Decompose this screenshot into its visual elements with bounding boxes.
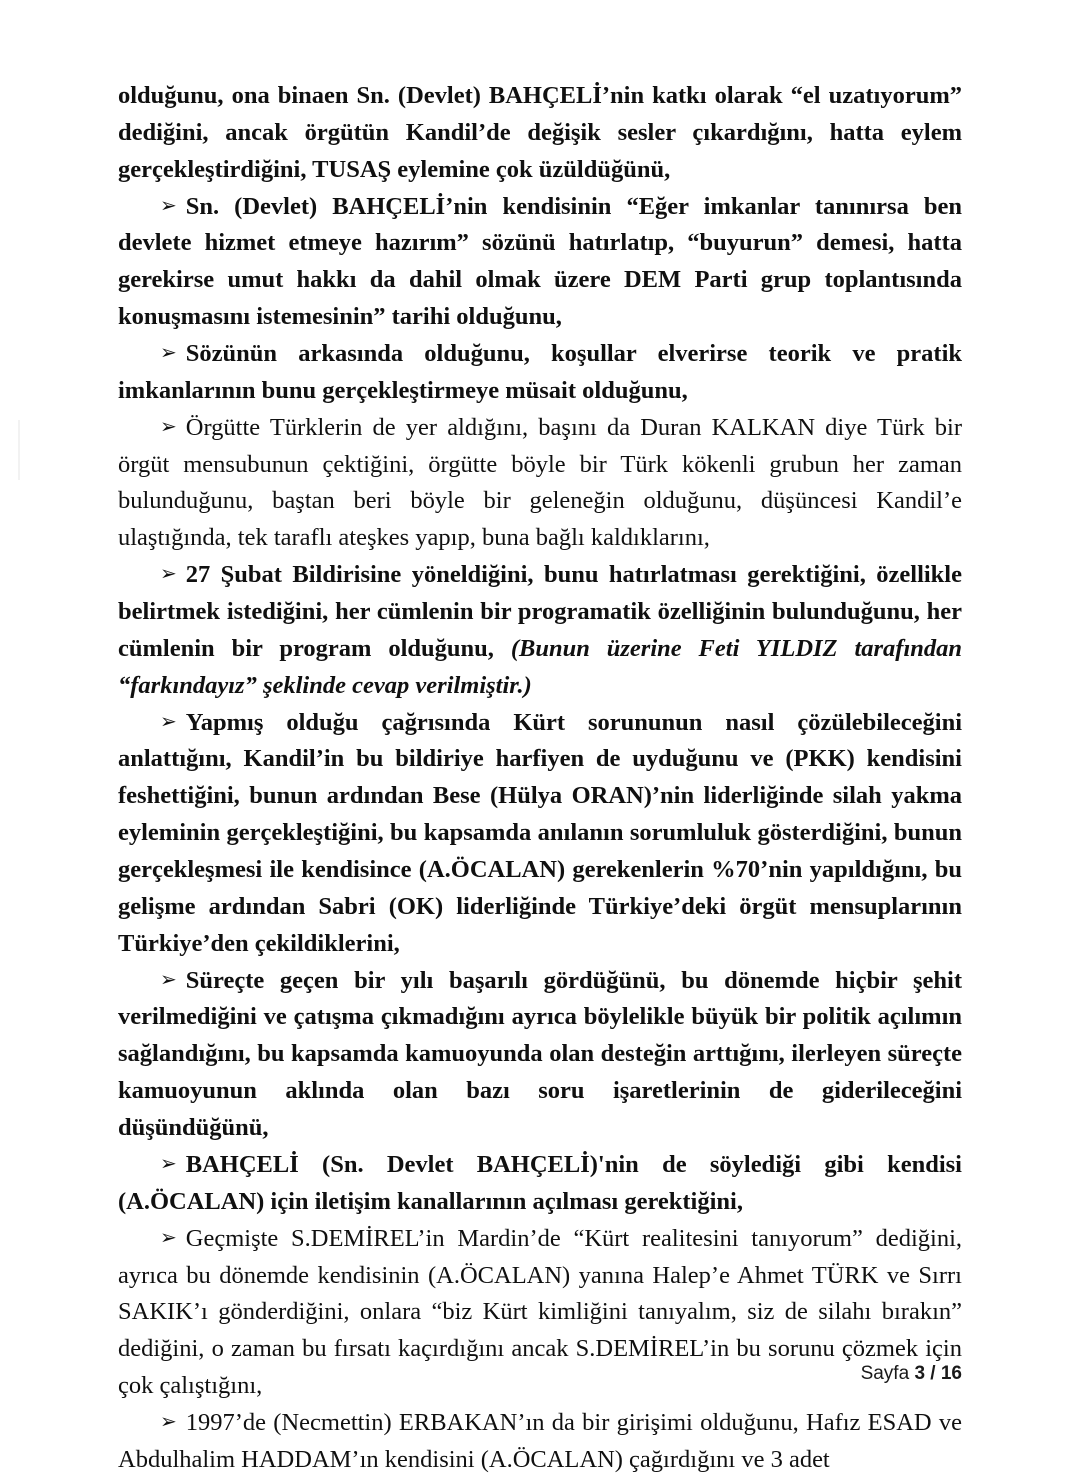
- paragraph-bullet-6: [118, 963, 962, 1147]
- page-label: Sayfa: [860, 1363, 910, 1384]
- paragraph-text: Yapmış olduğu çağrısında Kürt sorununun nasıl çözülebileceğini anlattığını, Kandil’in bu bildiriye harfiyen de uyduğunu ve (PKK) kendisini feshettiğini, bunun ardından Bese (Hülya ORAN)’nin liderliğinde silah yakma eyleminin gerçekleştiğini, bu kapsamda anılanın sorumluluk gösterdiğini, bunun gerçekleşmesi ile kendisince (A.ÖCALAN) gerekenlerin %70’nin yapıldığını, bu gelişme ardından Sabri (OK) liderliğinde Türkiye’deki örgüt mensuplarının Türkiye’den çekildiklerini,: [118, 708, 962, 957]
- bullet-arrow-icon: ➢: [160, 1150, 177, 1175]
- paragraph-text: Süreçte geçen bir yılı başarılı gördüğünü, bu dönemde hiçbir şehit verilmediğini ve çatışma çıkmadığını ayrıca böylelikle büyük bir politik açılımın sağlandığını, bu kapsamda kamuoyunda olan desteğin arttığını, ilerleyen süreçte kamuoyunun aklında olan bazı soru işaretlerinin de giderileceğini düşündüğünü,: [118, 966, 962, 1142]
- bullet-arrow-icon: ➢: [160, 966, 177, 991]
- bullet-arrow-icon: ➢: [160, 1224, 177, 1249]
- bullet-arrow-icon: ➢: [160, 413, 177, 438]
- paragraph-text: Örgütte Türklerin de yer aldığını, başını da Duran KALKAN diye Türk bir örgüt mensubunun çektiğini, örgütte böyle bir Türk kökenli grubun her zaman bulunduğunu, baştan beri böyle bir geleneğin olduğunu, düşüncesi Kandil’e ulaştığında, tek taraflı ateşkes yapıp, buna bağlı kaldıklarını,: [118, 413, 962, 552]
- paragraph-text: BAHÇELİ (Sn. Devlet BAHÇELİ)'nin de söylediği gibi kendisi (A.ÖCALAN) için iletişim kanallarının açılması gerektiğini,: [118, 1150, 962, 1215]
- paragraph-text: Geçmişte S.DEMİREL’in Mardin’de “Kürt realitesini tanıyorum” dediğini, ayrıca bu dönemde kendisinin (A.ÖCALAN) yanına Halep’e Ahmet TÜRK ve Sırrı SAKIK’ı gönderdiğini, onlara “biz Kürt kimliğini tanıyalım, siz de silahı bırakın” dediğini, o zaman bu fırsatı kaçırdığını ancak S.DEMİREL’in bu sorunu çözmek için çok çalıştığını,: [118, 1224, 962, 1400]
- paragraph-text: 1997’de (Necmettin) ERBAKAN’ın da bir girişimi olduğunu, Hafız ESAD ve Abdulhalim HADDAM’ın kendisini (A.ÖCALAN) çağırdığını ve 3 adet: [118, 1408, 962, 1473]
- page-total: 16: [940, 1363, 962, 1384]
- scan-edge-artifact: [18, 420, 20, 480]
- paragraph-opening: [118, 78, 962, 189]
- paragraph-text: Sn. (Devlet) BAHÇELİ’nin kendisinin “Eğer imkanlar tanınırsa ben devlete hizmet etmeye hazırım” sözünü hatırlatıp, “buyurun” demesi, hatta gerekirse umut hakkı da dahil olmak üzere DEM Parti grup toplantısında konuşmasını istemesinin” tarihi olduğunu,: [118, 192, 962, 331]
- bullet-arrow-icon: ➢: [160, 192, 177, 217]
- paragraph-bullet-5: [118, 705, 962, 963]
- bullet-arrow-icon: ➢: [160, 340, 177, 365]
- paragraph-text: olduğunu, ona binaen Sn. (Devlet) BAHÇELİ’nin katkı olarak “el uzatıyorum” dediğini, ancak örgütün Kandil’de değişik sesler çıkardığını, hatta eylem gerçekleştirdiğini, TUSAŞ eylemine çok üzüldüğünü,: [118, 82, 962, 183]
- paragraph-bullet-2: [118, 336, 962, 410]
- document-body: [118, 78, 962, 1479]
- page-number: 3: [914, 1363, 926, 1384]
- page-footer: [861, 1363, 962, 1385]
- paragraph-bullet-3: [118, 410, 962, 557]
- paragraph-text: Sözünün arkasında olduğunu, koşullar elverirse teorik ve pratik imkanlarının bunu gerçekleştirmeye müsait olduğunu,: [118, 340, 962, 404]
- bullet-arrow-icon: ➢: [160, 1408, 177, 1433]
- bullet-arrow-icon: ➢: [160, 708, 177, 733]
- paragraph-bullet-7: [118, 1147, 962, 1221]
- paragraph-text: 27 Şubat Bildirisine yöneldiğini, bunu hatırlatması gerektiğini, özellikle belirtmek istediğini, her cümlenin bir programatik özelliğinin bulunduğunu, her cümlenin bir program olduğunu,: [118, 561, 962, 662]
- paragraph-bullet-1: [118, 189, 962, 336]
- paragraph-text-italic-note: (Bunun üzerine Feti YILDIZ tarafından “farkındayız” şeklinde cevap verilmiştir.): [118, 634, 962, 699]
- paragraph-bullet-9: [118, 1405, 962, 1479]
- bullet-arrow-icon: ➢: [160, 561, 177, 586]
- paragraph-bullet-8: [118, 1221, 962, 1405]
- page-separator: /: [930, 1363, 936, 1384]
- paragraph-bullet-4: [118, 557, 962, 704]
